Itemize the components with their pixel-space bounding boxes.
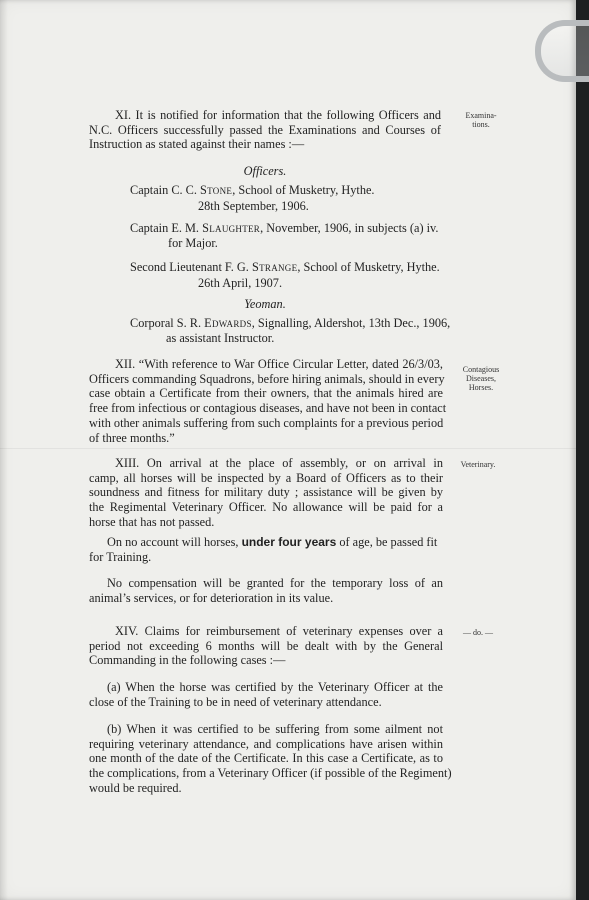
rank-name: Corporal S. R.	[130, 316, 202, 330]
text-line: case obtain a Certificate from their owners, that the animals hired are	[89, 386, 443, 401]
text-line: (a) When the horse was certified by the Veterinary Officer at the	[107, 680, 443, 694]
text-line: with other animals suffering from such complaints for a previous period	[89, 415, 444, 430]
rank-name: Second Lieutenant F. G.	[130, 260, 249, 274]
margin-note-examinations: Examina- tions.	[465, 111, 497, 129]
margin-note-ditto: — do. —	[463, 628, 493, 637]
age-text-after: of age, be passed fit	[339, 535, 438, 549]
text-line: for Training.	[89, 549, 152, 564]
surname: Slaughter	[202, 221, 261, 235]
margin-note-veterinary: Veterinary.	[460, 460, 496, 469]
course-detail: , School of Musketry, Hythe.	[297, 260, 440, 274]
text-line: XIV. Claims for reimbursement of veterinary expenses over a	[115, 624, 443, 638]
text-line: (b) When it was certified to be suffering from some ailment not	[107, 722, 443, 736]
paper-clip	[535, 20, 589, 82]
page-fold-line	[0, 448, 576, 449]
section-xiv	[89, 624, 443, 668]
text-line: Instruction as stated against their names :—	[89, 137, 305, 152]
section-xi-intro	[89, 108, 441, 152]
text-line: horse that has not passed.	[89, 514, 215, 529]
yeoman-heading: Yeoman.	[244, 297, 286, 311]
text-line: close of the Training to be in need of veterinary attendance.	[89, 694, 382, 709]
text-line: No compensation will be granted for the temporary loss of an	[107, 576, 443, 590]
text-line: soundness and fitness for military duty ; assistance will be given by	[89, 485, 443, 500]
text-line: the complications, from a Veterinary Officer (if possible of the Regiment)	[89, 766, 452, 781]
text-line: the Regimental Veterinary Officer. No allowance will be paid for a	[89, 500, 443, 515]
surname: Strange	[251, 260, 298, 274]
text-line: one month of the date of the Certificate. In this case a Certificate, as to	[89, 751, 443, 766]
surname: Stone	[200, 183, 233, 197]
margin-note-contagious-diseases: Contagious Diseases, Horses.	[462, 365, 500, 392]
entry-slaughter	[130, 221, 438, 236]
course-detail: , School of Musketry, Hythe.	[232, 183, 375, 197]
text-line: N.C. Officers successfully passed the Examinations and Courses of	[89, 122, 441, 137]
text-line: XII. “With reference to War Office Circular Letter, dated 26/3/03,	[115, 357, 443, 371]
text-line: Officers commanding Squadrons, before hiring animals, should in every	[89, 371, 445, 386]
age-rule	[89, 535, 443, 564]
text-line: XI. It is notified for information that the following Officers and	[115, 108, 441, 122]
age-text-before: On no account will horses,	[107, 535, 239, 549]
entry-edwards	[130, 316, 450, 331]
course-detail: , Signalling, Aldershot, 13th Dec., 1906,	[251, 316, 451, 330]
text-line: XIII. On arrival at the place of assembly, or on arrival in	[115, 456, 443, 470]
surname: Edwards	[204, 316, 252, 330]
entry-stone	[130, 183, 375, 198]
rank-name: Captain C. C.	[130, 183, 197, 197]
age-emphasis: under four years	[241, 535, 337, 549]
section-xiii	[89, 456, 443, 530]
entry-slaughter-line2: for Major.	[168, 236, 218, 250]
entry-edwards-line2: as assistant Instructor.	[166, 331, 275, 345]
text-line: animal’s services, or for deterioration in its value.	[89, 590, 334, 605]
text-line	[89, 535, 443, 550]
text-line: of three months.”	[89, 430, 175, 445]
text-line: requiring veterinary attendance, and complications have arisen within	[89, 736, 443, 751]
entry-strange	[130, 260, 440, 275]
section-xii	[89, 357, 447, 445]
officers-heading: Officers.	[243, 164, 287, 178]
text-line: free from infectious or contagious diseases, and have not been in contact	[89, 401, 447, 416]
entry-stone-date: 28th September, 1906.	[198, 199, 309, 213]
case-a	[89, 680, 443, 709]
case-b	[89, 722, 452, 796]
text-line: camp, all horses will be inspected by a Board of Officers as to their	[89, 470, 443, 485]
text-line: period not exceeding 6 months will be dealt with by the General	[89, 638, 443, 653]
text-line: Commanding in the following cases :—	[89, 653, 286, 668]
rank-name: Captain E. M.	[130, 221, 199, 235]
course-detail: , November, 1906, in subjects (a) iv.	[260, 221, 439, 235]
compensation-rule	[89, 576, 443, 605]
entry-strange-date: 26th April, 1907.	[198, 276, 283, 290]
text-line: would be required.	[89, 780, 182, 795]
